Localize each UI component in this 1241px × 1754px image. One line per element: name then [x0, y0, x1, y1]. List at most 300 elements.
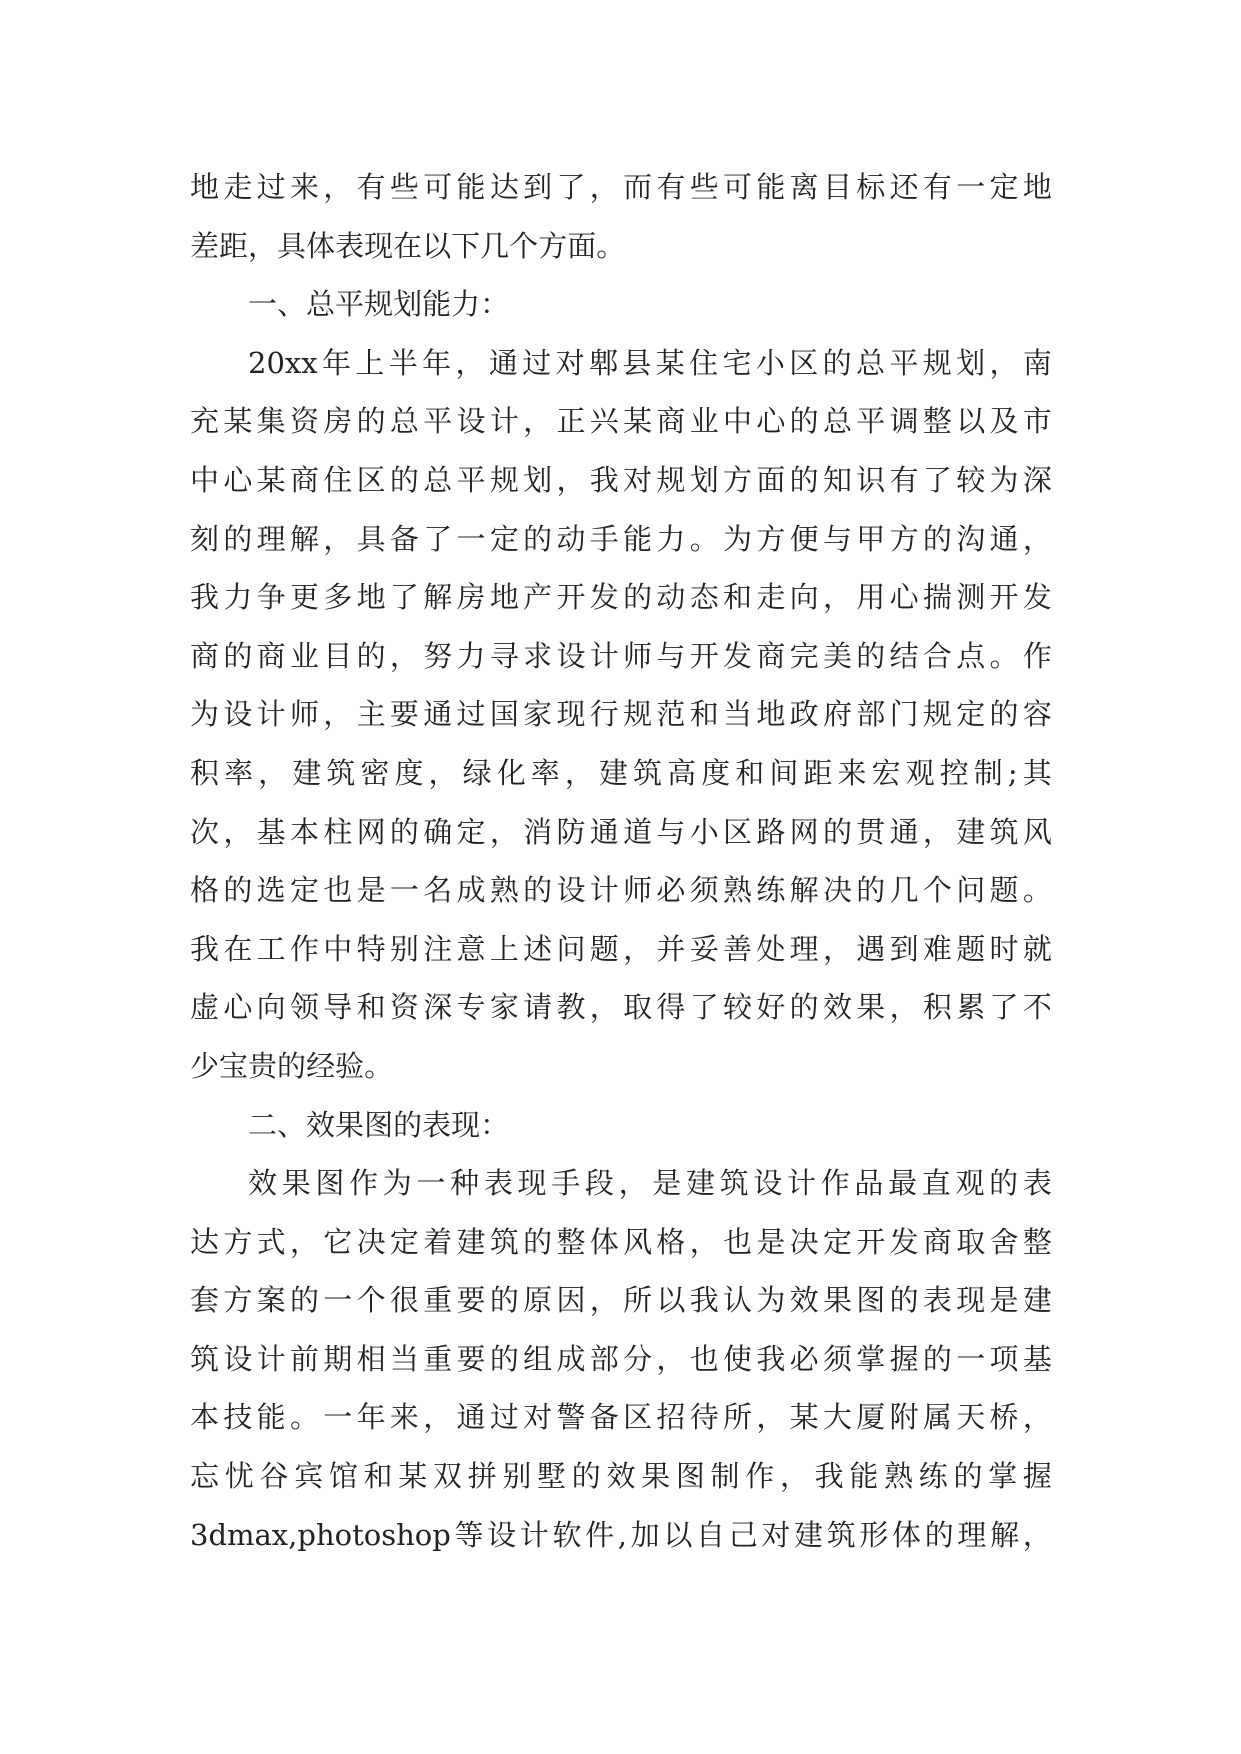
glyph: 平	[856, 404, 886, 439]
text-line	[190, 1154, 1052, 1213]
glyph: 的	[289, 1283, 319, 1318]
glyph: 段	[584, 1166, 614, 1201]
glyph: 平	[423, 404, 453, 439]
text-line	[190, 1037, 1052, 1096]
glyph: ;	[1007, 755, 1018, 790]
glyph: 个	[509, 228, 539, 263]
glyph: 更	[289, 580, 319, 615]
glyph: 率	[224, 755, 254, 790]
glyph: 力	[223, 580, 253, 615]
glyph: 总	[822, 404, 852, 439]
glyph: 个	[922, 873, 952, 908]
glyph: 制	[973, 755, 1003, 790]
glyph: 的	[989, 1166, 1019, 1201]
text-line	[190, 568, 1052, 627]
glyph: 、	[277, 1107, 307, 1142]
glyph: 的	[856, 873, 886, 908]
section-heading	[190, 275, 1052, 334]
glyph: 制	[710, 1459, 740, 1494]
glyph: ，	[589, 170, 619, 204]
glyph: ，	[455, 345, 485, 380]
glyph: 次	[190, 814, 220, 849]
glyph: ，	[248, 228, 278, 263]
glyph: 总	[855, 345, 885, 380]
glyph: 我	[190, 931, 220, 966]
glyph: 区	[623, 1400, 653, 1435]
glyph: 正	[556, 404, 586, 439]
glyph: 化	[496, 755, 526, 790]
document-body	[190, 158, 1052, 1564]
glyph: 必	[656, 873, 686, 908]
glyph: 也	[689, 1341, 719, 1376]
glyph: 定	[989, 170, 1019, 204]
glyph: 的	[389, 814, 419, 849]
glyph: 要	[389, 697, 419, 732]
glyph: 以	[956, 404, 986, 439]
glyph: ：	[480, 287, 510, 322]
glyph: 总	[389, 404, 419, 439]
glyph: 走	[756, 580, 786, 615]
glyph: 好	[756, 990, 786, 1025]
glyph: 妥	[689, 931, 719, 966]
glyph: 表	[483, 1166, 513, 1201]
glyph: 软	[552, 1517, 582, 1552]
glyph: 项	[989, 1341, 1019, 1376]
glyph: 力	[451, 287, 481, 322]
glyph: ，	[223, 814, 253, 849]
glyph: 时	[989, 931, 1019, 966]
glyph: 所	[623, 1283, 653, 1318]
glyph: 它	[323, 1224, 353, 1259]
glyph: 我	[756, 1341, 786, 1376]
glyph: 一	[416, 1166, 446, 1201]
glyph: 来	[389, 1400, 419, 1435]
glyph: 有	[656, 170, 686, 204]
glyph: 上	[355, 345, 385, 380]
glyph: 大	[822, 1400, 852, 1435]
glyph: 结	[889, 638, 919, 673]
glyph: 达	[489, 170, 519, 204]
glyph: 地	[756, 697, 786, 732]
glyph: 宏	[871, 755, 901, 790]
glyph: 题	[589, 931, 619, 966]
glyph: 心	[223, 462, 253, 497]
glyph: 建	[685, 1166, 715, 1201]
glyph: 直	[921, 1166, 951, 1201]
glyph: 的	[822, 345, 852, 380]
glyph: 、	[277, 287, 307, 322]
glyph: 种	[450, 1166, 480, 1201]
glyph: 因	[556, 1283, 586, 1318]
glyph: 掌	[988, 1459, 1018, 1494]
glyph: 果	[856, 990, 886, 1025]
glyph: ，	[822, 931, 852, 966]
glyph: 案	[256, 1283, 286, 1318]
glyph: 与	[822, 521, 852, 556]
glyph: 本	[289, 814, 319, 849]
glyph: 双	[432, 1459, 462, 1494]
glyph: 解	[990, 1517, 1020, 1552]
glyph: 路	[756, 814, 786, 849]
glyph: 效	[606, 1459, 636, 1494]
glyph: 方	[223, 1283, 253, 1318]
glyph: 了	[989, 990, 1019, 1025]
glyph: ，	[428, 755, 458, 790]
glyph: 能	[256, 1400, 286, 1435]
glyph: 效	[306, 1107, 336, 1142]
glyph: 设	[556, 873, 586, 908]
glyph: 通	[456, 1400, 486, 1435]
glyph: 柱	[323, 814, 353, 849]
glyph: 建	[794, 1517, 824, 1552]
glyph: 我	[689, 1283, 719, 1318]
glyph: 很	[389, 1283, 419, 1318]
glyph: 解	[423, 580, 453, 615]
glyph: 地	[489, 580, 519, 615]
glyph: ，	[289, 1224, 319, 1259]
glyph: 个	[356, 1283, 386, 1318]
glyph: 面	[756, 462, 786, 497]
glyph: 过	[456, 697, 486, 732]
glyph: 一	[323, 1400, 353, 1435]
glyph: 期	[323, 1341, 353, 1376]
glyph: 测	[956, 580, 986, 615]
glyph: 须	[822, 1341, 852, 1376]
glyph: 了	[423, 521, 453, 556]
glyph: 集	[256, 404, 286, 439]
glyph: 开	[989, 580, 1019, 615]
glyph: 的	[393, 1107, 423, 1142]
glyph: 具	[356, 521, 386, 556]
glyph: 房	[323, 404, 353, 439]
text-line	[190, 1330, 1052, 1389]
glyph: 区	[356, 462, 386, 497]
glyph: 。	[289, 1400, 319, 1435]
glyph: 图	[315, 1166, 345, 1201]
glyph: ，	[323, 521, 353, 556]
glyph: 技	[223, 1400, 253, 1435]
glyph: 现	[451, 1107, 481, 1142]
glyph: 的	[356, 404, 386, 439]
glyph: 是	[356, 873, 386, 908]
glyph: 行	[589, 697, 619, 732]
glyph: 目	[822, 170, 852, 204]
glyph: 规	[656, 462, 686, 497]
glyph: 争	[256, 580, 286, 615]
glyph: 对	[523, 1400, 553, 1435]
glyph: 以	[663, 1517, 693, 1552]
glyph: 门	[889, 697, 919, 732]
text-line	[190, 1506, 1052, 1565]
glyph: 对	[555, 345, 585, 380]
glyph: 筑	[719, 1166, 749, 1201]
glyph: 和	[363, 1459, 393, 1494]
glyph: 知	[822, 462, 852, 497]
glyph: 一	[248, 287, 278, 322]
glyph: 地	[356, 580, 386, 615]
glyph: 了	[922, 462, 952, 497]
glyph: 。	[989, 638, 1019, 673]
glyph: 计	[256, 1341, 286, 1376]
glyph: 向	[789, 580, 819, 615]
glyph: 着	[423, 1224, 453, 1259]
glyph: 某	[223, 404, 253, 439]
glyph: 主	[356, 697, 386, 732]
glyph: 目	[323, 638, 353, 673]
glyph: 与	[656, 638, 686, 673]
glyph: 高	[667, 755, 697, 790]
glyph: 格	[656, 1224, 686, 1259]
glyph: 特	[356, 931, 386, 966]
glyph: 为	[723, 521, 753, 556]
glyph: 定	[822, 1224, 852, 1259]
glyph: 方	[889, 521, 919, 556]
glyph: 。	[364, 1048, 394, 1083]
glyph: 题	[956, 931, 986, 966]
glyph: 某	[623, 404, 653, 439]
glyph: 的	[856, 638, 886, 673]
glyph: 定	[289, 873, 319, 908]
glyph: 划	[956, 345, 986, 380]
text-line	[190, 1213, 1052, 1272]
glyph: 观	[955, 1166, 985, 1201]
glyph: 表	[1022, 1166, 1052, 1201]
glyph: 产	[523, 580, 553, 615]
glyph: ，	[589, 1283, 619, 1318]
glyph: 一	[956, 1341, 986, 1376]
glyph: 住	[323, 462, 353, 497]
glyph: 有	[356, 170, 386, 204]
glyph: 设	[753, 1166, 783, 1201]
glyph: 的	[356, 638, 386, 673]
glyph: 发	[889, 1224, 919, 1259]
glyph: ，	[1022, 1517, 1052, 1552]
glyph: 的	[989, 697, 1019, 732]
glyph: 别	[389, 931, 419, 966]
glyph: 多	[323, 580, 353, 615]
glyph: 揣	[922, 580, 952, 615]
glyph: 拼	[467, 1459, 497, 1494]
glyph: 可	[723, 170, 753, 204]
glyph: 作	[289, 931, 319, 966]
glyph: 间	[769, 755, 799, 790]
glyph: 兴	[589, 404, 619, 439]
glyph: 下	[451, 228, 481, 263]
glyph: 设	[223, 1341, 253, 1376]
glyph: 熟	[723, 873, 753, 908]
glyph: 部	[589, 1341, 619, 1376]
glyph: 规	[922, 697, 952, 732]
glyph: 计	[787, 1166, 817, 1201]
glyph: 充	[190, 404, 220, 439]
glyph: 认	[723, 1283, 753, 1318]
glyph: 通	[488, 345, 518, 380]
glyph: 分	[623, 1341, 653, 1376]
glyph: 政	[789, 697, 819, 732]
glyph: 通	[989, 521, 1019, 556]
glyph: 作	[820, 1166, 850, 1201]
glyph: 半	[388, 345, 418, 380]
glyph: 体	[306, 228, 336, 263]
glyph: 几	[480, 228, 510, 263]
glyph: 来	[837, 755, 867, 790]
glyph: 遇	[856, 931, 886, 966]
glyph: 的	[889, 1283, 919, 1318]
glyph: 品	[854, 1166, 884, 1201]
glyph: ，	[323, 170, 353, 204]
glyph: 容	[1022, 697, 1052, 732]
glyph: ，	[423, 1400, 453, 1435]
glyph: 划	[523, 462, 553, 497]
glyph: 范	[656, 697, 686, 732]
glyph: ，	[323, 697, 353, 732]
glyph: 美	[822, 638, 852, 673]
glyph: 和	[356, 990, 386, 1025]
glyph: 府	[822, 697, 852, 732]
glyph: 累	[956, 990, 986, 1025]
glyph: 的	[822, 814, 852, 849]
glyph: 忘	[190, 1459, 220, 1494]
glyph: 心	[756, 404, 786, 439]
glyph: 划	[393, 287, 423, 322]
glyph: 部	[856, 697, 886, 732]
glyph: 加	[630, 1517, 660, 1552]
glyph: 式	[256, 1224, 286, 1259]
glyph: 心	[889, 580, 919, 615]
glyph: 合	[922, 638, 952, 673]
glyph: 意	[456, 931, 486, 966]
glyph: 中	[723, 404, 753, 439]
glyph: 郫	[588, 345, 618, 380]
glyph: 密	[360, 755, 390, 790]
text-line	[190, 627, 1052, 686]
glyph: 现	[517, 1166, 547, 1201]
glyph: 备	[389, 521, 419, 556]
glyph: 经	[306, 1048, 336, 1083]
glyph: 难	[922, 931, 952, 966]
glyph: 业	[689, 404, 719, 439]
text-line	[190, 920, 1052, 979]
glyph: 对	[623, 462, 653, 497]
glyph: 过	[522, 345, 552, 380]
glyph: 的	[922, 1341, 952, 1376]
glyph: 及	[989, 404, 1019, 439]
glyph: 招	[656, 1400, 686, 1435]
glyph: 筑	[826, 1517, 856, 1552]
glyph: 达	[190, 1224, 220, 1259]
glyph: 防	[556, 814, 586, 849]
glyph: 为	[756, 1283, 786, 1318]
glyph: 方	[538, 228, 568, 263]
glyph: ,	[617, 1517, 628, 1552]
glyph: 等	[454, 1517, 484, 1552]
glyph: 谷	[259, 1459, 289, 1494]
glyph: 能	[756, 170, 786, 204]
glyph: 调	[889, 404, 919, 439]
glyph: 设	[456, 404, 486, 439]
glyph: 计	[519, 1517, 549, 1552]
glyph: 通	[589, 814, 619, 849]
glyph: 属	[922, 1400, 952, 1435]
glyph: 手	[551, 1166, 581, 1201]
glyph: 师	[289, 697, 319, 732]
glyph: 熟	[489, 873, 519, 908]
glyph: 格	[190, 873, 220, 908]
glyph: 较	[956, 462, 986, 497]
glyph: 离	[789, 170, 819, 204]
glyph: 标	[856, 170, 886, 204]
glyph: 能	[849, 1459, 879, 1494]
glyph: 须	[689, 873, 719, 908]
glyph: 过	[489, 1400, 519, 1435]
glyph: 上	[489, 931, 519, 966]
glyph: 规	[623, 697, 653, 732]
glyph: 件	[585, 1517, 615, 1552]
glyph: 决	[356, 1224, 386, 1259]
glyph: 中	[323, 931, 353, 966]
glyph: 还	[889, 170, 919, 204]
glyph: 小	[755, 345, 785, 380]
glyph: 选	[256, 873, 286, 908]
glyph: 建	[292, 755, 322, 790]
glyph: 。	[689, 521, 719, 556]
glyph: 套	[190, 1283, 220, 1318]
glyph: 向	[256, 990, 286, 1025]
glyph: 面	[567, 228, 597, 263]
glyph: 题	[989, 873, 1019, 908]
glyph: 商	[922, 1224, 952, 1259]
glyph: 善	[723, 931, 753, 966]
glyph: 定	[956, 697, 986, 732]
glyph: ，	[822, 580, 852, 615]
glyph: 图	[364, 1107, 394, 1142]
glyph: 努	[423, 638, 453, 673]
glyph: ，	[556, 462, 586, 497]
glyph: 家	[489, 990, 519, 1025]
glyph: 掌	[856, 1341, 886, 1376]
text-line	[190, 451, 1052, 510]
glyph: 整	[1022, 1224, 1052, 1259]
glyph: 划	[689, 462, 719, 497]
glyph: 作	[1022, 638, 1052, 673]
glyph: 态	[689, 580, 719, 615]
glyph: 的	[789, 404, 819, 439]
glyph: 握	[1022, 1459, 1052, 1494]
glyph: 网	[789, 814, 819, 849]
text-line	[190, 978, 1052, 1037]
glyph: 开	[689, 638, 719, 673]
text-line	[190, 1388, 1052, 1447]
text-line	[190, 803, 1052, 862]
glyph: 必	[789, 1341, 819, 1376]
glyph: 原	[523, 1283, 553, 1318]
glyph: 的	[523, 521, 553, 556]
glyph: 要	[456, 1283, 486, 1318]
glyph: 取	[956, 1224, 986, 1259]
glyph: 筑	[489, 1224, 519, 1259]
glyph: 相	[356, 1341, 386, 1376]
glyph: ，	[618, 1166, 648, 1201]
glyph: 警	[556, 1400, 586, 1435]
glyph: ，	[523, 404, 553, 439]
glyph: 宾	[294, 1459, 324, 1494]
glyph: 平	[335, 287, 365, 322]
glyph: 我	[814, 1459, 844, 1494]
glyph: 3dmax,photoshop	[190, 1517, 451, 1552]
glyph: 发	[1022, 580, 1052, 615]
glyph: 某	[256, 462, 286, 497]
text-line	[190, 158, 1052, 217]
